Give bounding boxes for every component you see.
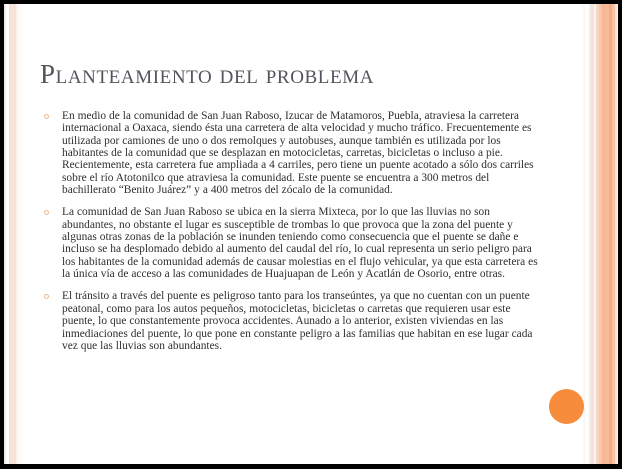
ring-bullet-icon	[44, 294, 49, 299]
left-stripe-5	[16, 4, 18, 464]
left-stripe-4	[10, 4, 16, 464]
right-stripe-6	[596, 4, 599, 464]
ring-bullet-icon	[44, 114, 49, 119]
bullet-item	[40, 110, 545, 196]
right-stripe-4	[591, 4, 594, 464]
bullet-text: En medio de la comunidad de San Juan Raboso, Izucar de Matamoros, Puebla, atraviesa la carretera internacional a Oaxaca, siendo ésta una carretera de alta velocidad y mucho tráfico. Frecuentemente es utilizada por camiones de uno o dos remolques y autobuses, aunque también es utilizada por los habitantes de la comunidad que se desplazan en motocicletas, carretas, bicicletas o incluso a pie. Recientemente, esta carretera fue ampliada a 4 carriles, pero tiene un puente acotado a sólo dos carriles sobre el río Atotonilco que atraviesa la comunidad. Este puente se encuentra a 300 metros del bachillerato “Benito Juárez” y a 400 metros del zócalo de la comunidad.	[62, 110, 534, 197]
left-stripe-6	[18, 4, 22, 464]
orange-circle-decoration	[549, 389, 584, 424]
right-stripe-5	[594, 4, 596, 464]
slide-body	[40, 110, 545, 352]
ring-bullet-icon	[44, 210, 49, 215]
bullet-item	[40, 290, 545, 352]
right-stripe-7	[599, 4, 602, 464]
right-stripe-12	[615, 4, 617, 464]
slide-title: Planteamiento del problema	[40, 59, 375, 89]
bullet-text: La comunidad de San Juan Raboso se ubica en la sierra Mixteca, por lo que las lluvias no son abundantes, no obstante el lugar es susceptible de trombas lo que provoca que la zona del puente y algunas otras zonas de la población se inunden teniendo como consecuencia que el puente se dañe e incluso se ha desplomado debido al aumento del caudal del río, lo cual representa un serio peligro para los habitantes de la comunidad además de causar molestias en el flujo vehicular, ya que esta carretera es la única vía de acceso a las comunidades de Huajuapan de León y Acatlán de Osorio, entre otras.	[62, 206, 538, 281]
left-stripe-3	[9, 4, 10, 464]
right-stripe-10	[609, 4, 612, 464]
right-stripe-2	[585, 4, 589, 464]
right-stripe-1	[583, 4, 585, 464]
bullet-item	[40, 206, 545, 280]
right-stripe-11	[612, 4, 615, 464]
right-stripe-8	[602, 4, 605, 464]
right-stripe-3	[589, 4, 591, 464]
left-stripe-1	[4, 4, 6, 464]
slide-canvas	[4, 4, 618, 464]
right-stripe-13	[617, 4, 618, 464]
left-stripe-2	[6, 4, 9, 464]
bullet-text: El tránsito a través del puente es peligroso tanto para los transeúntes, ya que no cuentan con un puente peatonal, como para los autos pequeños, motocicletas, bicicletas o carretas que requieren usar este puente, lo que constantemente provoca accidentes. Aunado a lo anterior, existen viviendas en las inmediaciones del puente, lo que pone en constante peligro a las familias que habitan en ese lugar cada vez que las lluvias son abundantes.	[62, 290, 533, 352]
right-stripe-9	[605, 4, 609, 464]
